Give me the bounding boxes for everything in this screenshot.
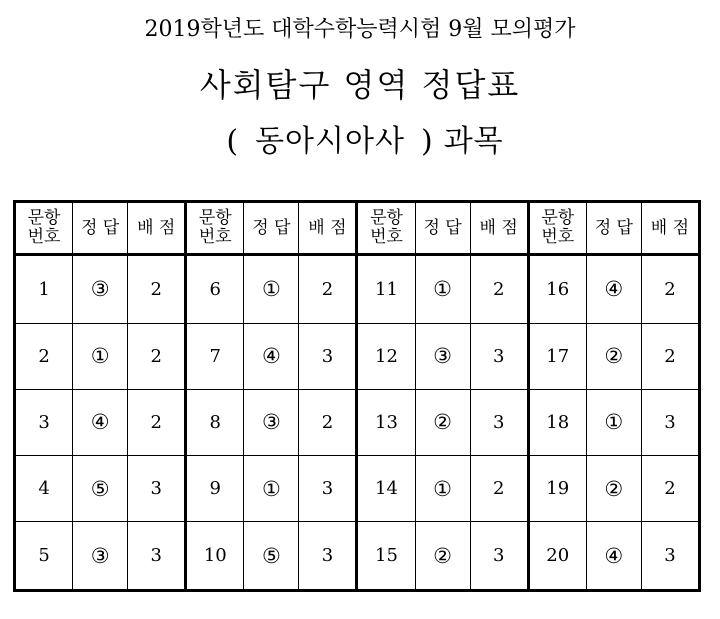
table-row — [15, 389, 700, 455]
question-number: 9 — [186, 456, 244, 522]
table-row — [15, 456, 700, 522]
question-number: 13 — [357, 389, 415, 455]
header-answer: 정 답 — [415, 202, 470, 255]
answer-mark: ① — [586, 389, 641, 455]
answer-mark: ① — [244, 255, 299, 324]
question-number: 14 — [357, 456, 415, 522]
points-value: 3 — [299, 323, 357, 389]
subject-line — [0, 116, 720, 160]
question-number: 8 — [186, 389, 244, 455]
answer-mark: ⑤ — [73, 456, 128, 522]
points-value: 2 — [128, 389, 186, 455]
points-value: 3 — [641, 522, 699, 591]
points-value: 3 — [128, 456, 186, 522]
answer-mark: ④ — [244, 323, 299, 389]
question-number: 3 — [15, 389, 73, 455]
header-question-number — [528, 202, 586, 255]
header-question-number — [186, 202, 244, 255]
question-number: 20 — [528, 522, 586, 591]
header-question-line2: 번호 — [370, 227, 403, 247]
points-value: 3 — [128, 522, 186, 591]
header-row — [15, 202, 700, 255]
answer-mark: ③ — [73, 255, 128, 324]
answer-mark: ③ — [73, 522, 128, 591]
header-question-number — [357, 202, 415, 255]
points-value: 3 — [299, 522, 357, 591]
header-question-line2: 번호 — [541, 227, 575, 247]
table-row — [15, 522, 700, 591]
question-number: 10 — [186, 522, 244, 591]
answer-mark: ④ — [586, 255, 641, 324]
question-number: 16 — [528, 255, 586, 324]
header-answer: 정 답 — [244, 202, 299, 255]
paren-close: ) — [420, 124, 434, 159]
header-points: 배 점 — [641, 202, 699, 255]
header-question-line1: 문항 — [198, 208, 232, 228]
question-number: 18 — [528, 389, 586, 455]
answer-mark: ④ — [586, 522, 641, 591]
answer-mark: ① — [415, 456, 470, 522]
header-question-line1: 문항 — [27, 208, 61, 228]
paren-open: ( — [226, 124, 240, 159]
table-row — [15, 323, 700, 389]
answer-mark: ④ — [73, 389, 128, 455]
points-value: 2 — [470, 255, 528, 324]
header-question-number — [15, 202, 73, 255]
answer-mark: ① — [244, 456, 299, 522]
answer-mark: ① — [73, 323, 128, 389]
points-value: 2 — [641, 456, 699, 522]
exam-title: 2019학년도 대학수학능력시험 9월 모의평가 — [144, 17, 576, 42]
points-value: 2 — [128, 255, 186, 324]
points-value: 3 — [641, 389, 699, 455]
answer-mark: ③ — [244, 389, 299, 455]
header-answer: 정 답 — [586, 202, 641, 255]
answer-mark: ③ — [415, 323, 470, 389]
question-number: 4 — [15, 456, 73, 522]
answer-mark: ② — [415, 522, 470, 591]
subject-name: 동아시아사 — [255, 124, 405, 159]
question-number: 15 — [357, 522, 415, 591]
points-value: 3 — [470, 389, 528, 455]
answer-mark: ② — [586, 323, 641, 389]
answer-mark: ① — [415, 255, 470, 324]
answer-table — [13, 200, 701, 592]
question-number: 12 — [357, 323, 415, 389]
answer-mark: ② — [415, 389, 470, 455]
header-answer: 정 답 — [73, 202, 128, 255]
points-value: 3 — [470, 323, 528, 389]
points-value: 2 — [128, 323, 186, 389]
header-question-line2: 번호 — [27, 227, 61, 247]
header-points: 배 점 — [128, 202, 186, 255]
question-number: 7 — [186, 323, 244, 389]
points-value: 3 — [299, 456, 357, 522]
header-points: 배 점 — [299, 202, 357, 255]
question-number: 6 — [186, 255, 244, 324]
answer-mark: ⑤ — [244, 522, 299, 591]
answer-mark: ② — [586, 456, 641, 522]
table-row — [15, 255, 700, 324]
points-value: 2 — [641, 323, 699, 389]
points-value: 2 — [299, 255, 357, 324]
points-value: 2 — [470, 456, 528, 522]
question-number: 11 — [357, 255, 415, 324]
header-question-line1: 문항 — [370, 208, 403, 228]
question-number: 5 — [15, 522, 73, 591]
question-number: 19 — [528, 456, 586, 522]
question-number: 1 — [15, 255, 73, 324]
question-number: 2 — [15, 323, 73, 389]
sheet-title: 사회탐구 영역 정답표 — [199, 66, 521, 104]
subject-suffix: 과목 — [443, 124, 504, 159]
points-value: 3 — [470, 522, 528, 591]
question-number: 17 — [528, 323, 586, 389]
header-question-line1: 문항 — [541, 208, 575, 228]
header-points: 배 점 — [470, 202, 528, 255]
points-value: 2 — [299, 389, 357, 455]
header-question-line2: 번호 — [198, 227, 232, 247]
points-value: 2 — [641, 255, 699, 324]
